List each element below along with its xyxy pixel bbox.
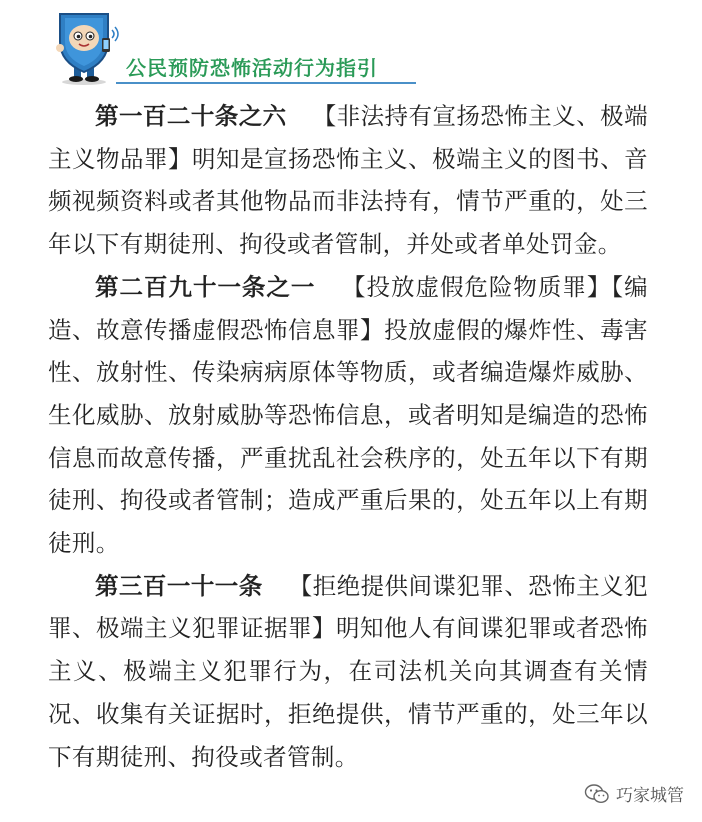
- article-291-1: [48, 266, 648, 565]
- article-body: 明知他人有间谍犯罪或者恐怖主义、极端主义犯罪行为，在司法机关向其调查有关情况、收集有关证据时，拒绝提供，情节严重的，处三年以下有期徒刑、拘役或者管制。: [48, 614, 648, 771]
- article-crime: 【投放虚假危险物质罪】【编造、故意传播虚假恐怖信息罪】: [48, 272, 649, 344]
- watermark-text: 巧家城管: [616, 786, 684, 806]
- article-body: 明知是宣扬恐怖主义、极端主义的图书、音频视频资料或者其他物品而非法持有，情节严重的，处三年以下有期徒刑、拘役或者管制，并处或者单处罚金。: [48, 144, 648, 259]
- header: [52, 8, 422, 88]
- title-divider: [116, 82, 416, 84]
- article-title: 第三百一十一条: [95, 571, 263, 600]
- article-list: [48, 95, 648, 778]
- page-title: 公民预防恐怖活动行为指引: [126, 56, 378, 80]
- article-title: 第二百九十一条之一: [95, 272, 316, 301]
- article-120-6: [48, 95, 648, 266]
- wechat-icon: [584, 783, 610, 805]
- article-body: 投放虚假的爆炸性、毒害性、放射性、传染病病原体等物质，或者编造爆炸威胁、生化威胁、放射威胁等恐怖信息，或者明知是编造的恐怖信息而故意传播，严重扰乱社会秩序的，处五年以下有期徒刑、拘役或者管制；造成严重后果的，处五年以上有期徒刑。: [48, 315, 648, 558]
- article-crime: 【非法持有宣扬恐怖主义、极端主义物品罪】: [48, 102, 648, 173]
- watermark: [584, 781, 684, 806]
- article-title: 第一百二十条之六: [95, 102, 287, 130]
- shield-mascot-icon: [52, 8, 122, 86]
- article-crime: 【拒绝提供间谍犯罪、恐怖主义犯罪、极端主义犯罪证据罪】: [48, 571, 648, 643]
- article-311: [48, 565, 648, 779]
